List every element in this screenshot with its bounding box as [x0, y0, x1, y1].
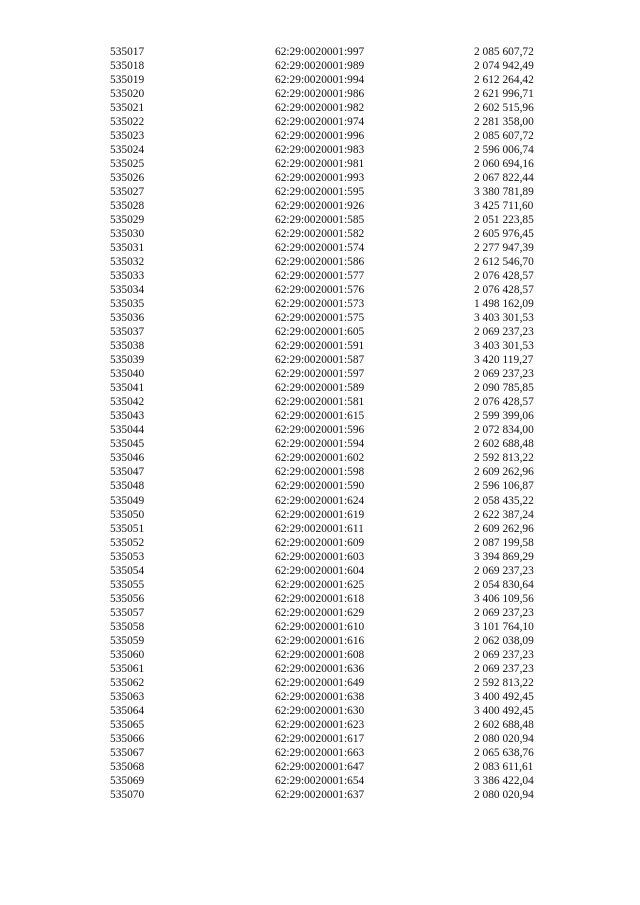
cadastral-value: 2 080 020,94	[474, 788, 534, 801]
row-id: 535029	[110, 214, 145, 227]
row-id: 535064	[110, 704, 145, 717]
table-row	[110, 269, 540, 283]
row-id: 535055	[110, 578, 145, 591]
cadastral-value: 1 498 162,09	[474, 298, 534, 311]
row-id: 535038	[110, 340, 145, 353]
cadastral-number: 62:29:0020001:649	[275, 676, 365, 689]
cadastral-value: 3 400 492,45	[474, 704, 534, 717]
cadastral-value: 3 101 764,10	[474, 620, 534, 633]
table-row	[110, 381, 540, 395]
table-row	[110, 353, 540, 367]
table-row	[110, 774, 540, 788]
cadastral-number: 62:29:0020001:637	[275, 788, 365, 801]
cadastral-number: 62:29:0020001:663	[275, 746, 365, 759]
cadastral-number: 62:29:0020001:589	[275, 382, 365, 395]
row-id: 535042	[110, 396, 145, 409]
table-row	[110, 325, 540, 339]
cadastral-value: 2 069 237,23	[474, 326, 534, 339]
cadastral-number: 62:29:0020001:585	[275, 214, 365, 227]
cadastral-value: 2 602 688,48	[474, 718, 534, 731]
cadastral-value: 2 076 428,57	[474, 284, 534, 297]
row-id: 535022	[110, 116, 145, 129]
cadastral-number: 62:29:0020001:618	[275, 592, 365, 605]
cadastral-value: 2 090 785,85	[474, 382, 534, 395]
table-row	[110, 59, 540, 73]
cadastral-value: 2 062 038,09	[474, 634, 534, 647]
cadastral-value: 2 069 237,23	[474, 662, 534, 675]
table-row	[110, 437, 540, 451]
cadastral-number: 62:29:0020001:619	[275, 508, 365, 521]
cadastral-value: 2 069 237,23	[474, 606, 534, 619]
row-id: 535061	[110, 662, 145, 675]
table-row	[110, 45, 540, 59]
row-id: 535024	[110, 144, 145, 157]
row-id: 535059	[110, 634, 145, 647]
cadastral-value: 2 069 237,23	[474, 368, 534, 381]
table-row	[110, 367, 540, 381]
table-row	[110, 283, 540, 297]
cadastral-number: 62:29:0020001:989	[275, 60, 365, 73]
row-id: 535045	[110, 438, 145, 451]
row-id: 535023	[110, 130, 145, 143]
cadastral-number: 62:29:0020001:573	[275, 298, 365, 311]
row-id: 535034	[110, 284, 145, 297]
cadastral-value: 3 394 869,29	[474, 550, 534, 563]
cadastral-value: 2 076 428,57	[474, 270, 534, 283]
table-row	[110, 648, 540, 662]
cadastral-number: 62:29:0020001:638	[275, 690, 365, 703]
cadastral-number: 62:29:0020001:574	[275, 242, 365, 255]
table-row	[110, 536, 540, 550]
table-row	[110, 87, 540, 101]
cadastral-number: 62:29:0020001:597	[275, 368, 365, 381]
row-id: 535032	[110, 256, 145, 269]
row-id: 535057	[110, 606, 145, 619]
cadastral-number: 62:29:0020001:610	[275, 620, 365, 633]
cadastral-value: 3 420 119,27	[474, 354, 534, 367]
table-row	[110, 311, 540, 325]
row-id: 535040	[110, 368, 145, 381]
cadastral-number: 62:29:0020001:617	[275, 732, 365, 745]
cadastral-number: 62:29:0020001:629	[275, 606, 365, 619]
row-id: 535030	[110, 228, 145, 241]
table-row	[110, 297, 540, 311]
cadastral-value: 3 425 711,60	[474, 200, 534, 213]
row-id: 535056	[110, 592, 145, 605]
row-id: 535043	[110, 410, 145, 423]
row-id: 535039	[110, 354, 145, 367]
table-row	[110, 339, 540, 353]
row-id: 535017	[110, 46, 145, 58]
row-id: 535070	[110, 788, 145, 801]
row-id: 535021	[110, 102, 145, 115]
cadastral-value: 2 069 237,23	[474, 648, 534, 661]
cadastral-value: 2 609 262,96	[474, 522, 534, 535]
table-row	[110, 550, 540, 564]
row-id: 535051	[110, 522, 145, 535]
row-id: 535049	[110, 494, 145, 507]
table-row	[110, 760, 540, 774]
cadastral-number: 62:29:0020001:598	[275, 466, 365, 479]
table-row	[110, 732, 540, 746]
table-row	[110, 255, 540, 269]
table-row	[110, 213, 540, 227]
table-row	[110, 129, 540, 143]
row-id: 535037	[110, 326, 145, 339]
row-id: 535069	[110, 774, 145, 787]
table-row	[110, 662, 540, 676]
cadastral-number: 62:29:0020001:587	[275, 354, 365, 367]
cadastral-number: 62:29:0020001:997	[275, 46, 365, 58]
table-row	[110, 409, 540, 423]
cadastral-number: 62:29:0020001:647	[275, 760, 365, 773]
cadastral-number: 62:29:0020001:602	[275, 452, 365, 465]
table-row	[110, 606, 540, 620]
table-row	[110, 592, 540, 606]
cadastral-value: 2 080 020,94	[474, 732, 534, 745]
table-row	[110, 73, 540, 87]
cadastral-number: 62:29:0020001:605	[275, 326, 365, 339]
table-row	[110, 788, 540, 802]
cadastral-number: 62:29:0020001:624	[275, 494, 365, 507]
cadastral-value: 2 612 264,42	[474, 74, 534, 87]
cadastral-value: 2 609 262,96	[474, 466, 534, 479]
cadastral-number: 62:29:0020001:576	[275, 284, 365, 297]
cadastral-number: 62:29:0020001:986	[275, 88, 365, 101]
cadastral-number: 62:29:0020001:982	[275, 102, 365, 115]
table-row	[110, 185, 540, 199]
row-id: 535060	[110, 648, 145, 661]
row-id: 535054	[110, 564, 145, 577]
row-id: 535036	[110, 312, 145, 325]
cadastral-value: 3 406 109,56	[474, 592, 534, 605]
cadastral-value: 2 602 688,48	[474, 438, 534, 451]
cadastral-value: 2 612 546,70	[474, 256, 534, 269]
table-row	[110, 522, 540, 536]
row-id: 535035	[110, 298, 145, 311]
table-row	[110, 676, 540, 690]
table-row	[110, 171, 540, 185]
cadastral-value: 2 085 607,72	[474, 46, 534, 58]
table-row	[110, 101, 540, 115]
cadastral-value: 2 076 428,57	[474, 396, 534, 409]
table-row	[110, 479, 540, 493]
row-id: 535033	[110, 270, 145, 283]
cadastral-value: 2 596 006,74	[474, 144, 534, 157]
cadastral-number: 62:29:0020001:636	[275, 662, 365, 675]
row-id: 535050	[110, 508, 145, 521]
table-row	[110, 241, 540, 255]
cadastral-value: 2 281 358,00	[474, 116, 534, 129]
cadastral-value: 2 602 515,96	[474, 102, 534, 115]
cadastral-value: 2 592 813,22	[474, 676, 534, 689]
cadastral-value: 2 277 947,39	[474, 242, 534, 255]
row-id: 535031	[110, 242, 145, 255]
row-id: 535058	[110, 620, 145, 633]
row-id: 535052	[110, 536, 145, 549]
row-id: 535026	[110, 172, 145, 185]
row-id: 535063	[110, 690, 145, 703]
cadastral-number: 62:29:0020001:926	[275, 200, 365, 213]
table-row	[110, 718, 540, 732]
cadastral-number: 62:29:0020001:623	[275, 718, 365, 731]
row-id: 535066	[110, 732, 145, 745]
table-row	[110, 115, 540, 129]
row-id: 535018	[110, 60, 145, 73]
row-id: 535048	[110, 480, 145, 493]
row-id: 535047	[110, 466, 145, 479]
cadastral-number: 62:29:0020001:590	[275, 480, 365, 493]
cadastral-number: 62:29:0020001:591	[275, 340, 365, 353]
cadastral-value: 2 599 399,06	[474, 410, 534, 423]
table-row	[110, 704, 540, 718]
table-row	[110, 494, 540, 508]
cadastral-number: 62:29:0020001:604	[275, 564, 365, 577]
row-id: 535025	[110, 158, 145, 171]
cadastral-value: 3 403 301,53	[474, 312, 534, 325]
table-row	[110, 227, 540, 241]
row-id: 535028	[110, 200, 145, 213]
cadastral-number: 62:29:0020001:595	[275, 186, 365, 199]
table-row	[110, 199, 540, 213]
cadastral-number: 62:29:0020001:981	[275, 158, 365, 171]
cadastral-number: 62:29:0020001:993	[275, 172, 365, 185]
table-row	[110, 746, 540, 760]
cadastral-value: 2 087 199,58	[474, 536, 534, 549]
table-row	[110, 620, 540, 634]
cadastral-value: 2 605 976,45	[474, 228, 534, 241]
table-row	[110, 578, 540, 592]
table-row	[110, 465, 540, 479]
cadastral-number: 62:29:0020001:581	[275, 396, 365, 409]
cadastral-value: 2 072 834,00	[474, 424, 534, 437]
row-id: 535062	[110, 676, 145, 689]
cadastral-number: 62:29:0020001:609	[275, 536, 365, 549]
cadastral-value: 2 592 813,22	[474, 452, 534, 465]
cadastral-value: 2 060 694,16	[474, 158, 534, 171]
cadastral-number: 62:29:0020001:575	[275, 312, 365, 325]
cadastral-number: 62:29:0020001:615	[275, 410, 365, 423]
table-row	[110, 508, 540, 522]
cadastral-number: 62:29:0020001:603	[275, 550, 365, 563]
cadastral-value: 3 403 301,53	[474, 340, 534, 353]
cadastral-value: 2 054 830,64	[474, 578, 534, 591]
table-row	[110, 395, 540, 409]
cadastral-number: 62:29:0020001:630	[275, 704, 365, 717]
cadastral-number: 62:29:0020001:586	[275, 256, 365, 269]
row-id: 535027	[110, 186, 145, 199]
table-row	[110, 690, 540, 704]
row-id: 535065	[110, 718, 145, 731]
cadastral-value: 2 083 611,61	[474, 760, 534, 773]
cadastral-value-table	[110, 45, 540, 802]
cadastral-number: 62:29:0020001:594	[275, 438, 365, 451]
cadastral-number: 62:29:0020001:625	[275, 578, 365, 591]
cadastral-value: 3 400 492,45	[474, 690, 534, 703]
cadastral-number: 62:29:0020001:654	[275, 774, 365, 787]
cadastral-value: 3 380 781,89	[474, 186, 534, 199]
cadastral-value: 2 065 638,76	[474, 746, 534, 759]
table-row	[110, 564, 540, 578]
cadastral-number: 62:29:0020001:983	[275, 144, 365, 157]
cadastral-number: 62:29:0020001:608	[275, 648, 365, 661]
table-row	[110, 143, 540, 157]
cadastral-number: 62:29:0020001:994	[275, 74, 365, 87]
cadastral-value: 3 386 422,04	[474, 774, 534, 787]
table-row	[110, 157, 540, 171]
cadastral-number: 62:29:0020001:974	[275, 116, 365, 129]
cadastral-value: 2 069 237,23	[474, 564, 534, 577]
cadastral-value: 2 596 106,87	[474, 480, 534, 493]
row-id: 535020	[110, 88, 145, 101]
cadastral-number: 62:29:0020001:616	[275, 634, 365, 647]
cadastral-value: 2 058 435,22	[474, 494, 534, 507]
row-id: 535046	[110, 452, 145, 465]
cadastral-number: 62:29:0020001:611	[275, 522, 364, 535]
row-id: 535044	[110, 424, 145, 437]
table-row	[110, 423, 540, 437]
cadastral-value: 2 621 996,71	[474, 88, 534, 101]
row-id: 535053	[110, 550, 145, 563]
cadastral-number: 62:29:0020001:996	[275, 130, 365, 143]
cadastral-number: 62:29:0020001:582	[275, 228, 365, 241]
table-row	[110, 634, 540, 648]
cadastral-value: 2 622 387,24	[474, 508, 534, 521]
cadastral-number: 62:29:0020001:596	[275, 424, 365, 437]
row-id: 535067	[110, 746, 145, 759]
cadastral-number: 62:29:0020001:577	[275, 270, 365, 283]
row-id: 535019	[110, 74, 145, 87]
cadastral-value: 2 074 942,49	[474, 60, 534, 73]
table-row	[110, 451, 540, 465]
cadastral-value: 2 085 607,72	[474, 130, 534, 143]
row-id: 535041	[110, 382, 145, 395]
row-id: 535068	[110, 760, 145, 773]
cadastral-value: 2 051 223,85	[474, 214, 534, 227]
cadastral-value: 2 067 822,44	[474, 172, 534, 185]
